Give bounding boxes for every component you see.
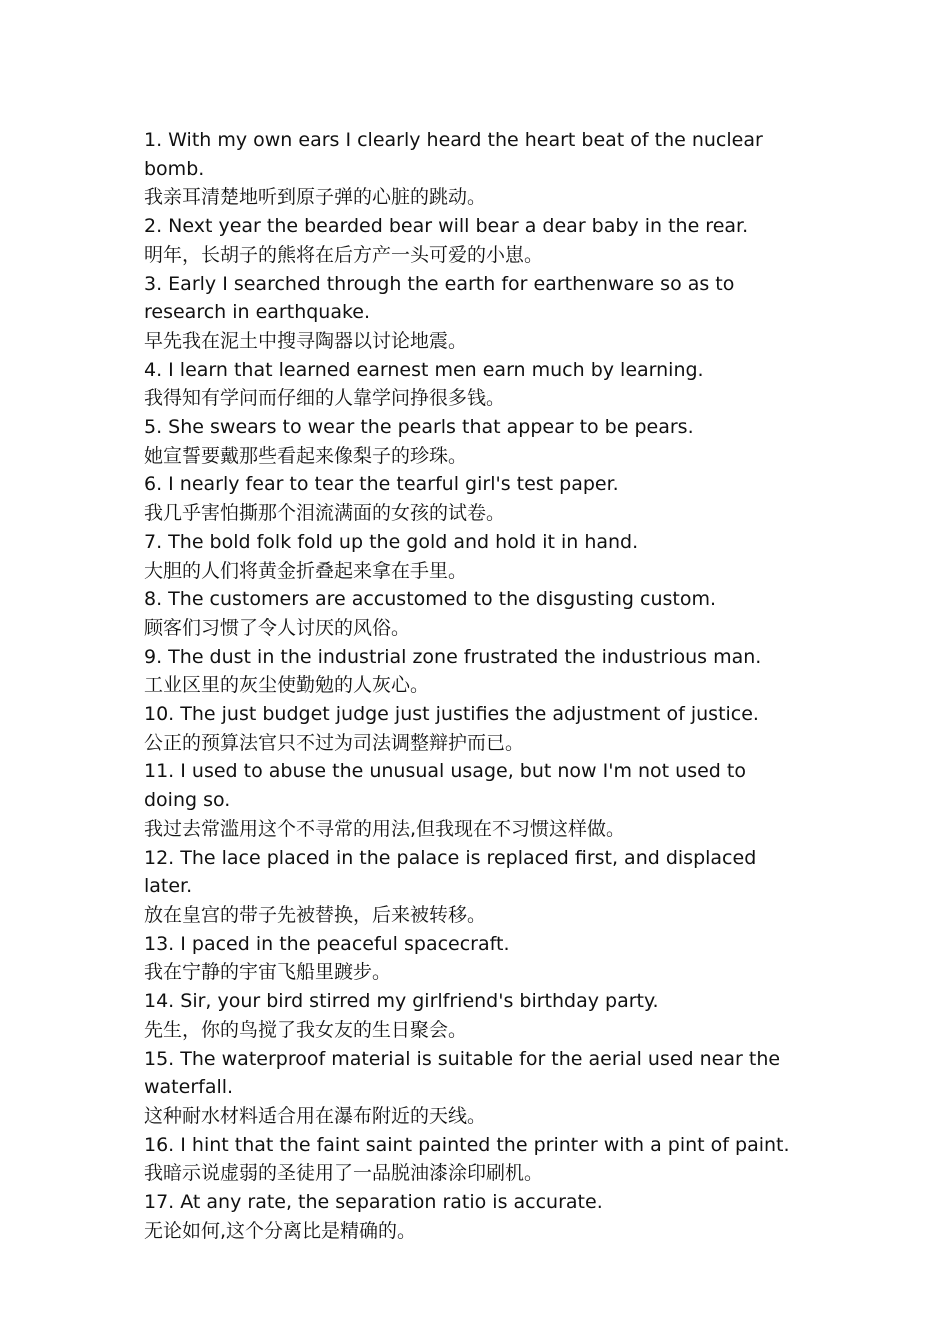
list-item bbox=[144, 987, 804, 1044]
chinese-translation: 工业区里的灰尘使勤勉的人灰心。 bbox=[144, 674, 430, 697]
list-item bbox=[144, 212, 804, 269]
list-item bbox=[144, 757, 804, 843]
english-sentence: 1. With my own ears I clearly heard the heart beat of the nuclear bomb. bbox=[144, 129, 763, 180]
list-item bbox=[144, 470, 804, 527]
list-item bbox=[144, 1045, 804, 1131]
list-item bbox=[144, 844, 804, 930]
chinese-translation: 我暗示说虚弱的圣徒用了一品脱油漆涂印刷机。 bbox=[144, 1162, 544, 1185]
list-item bbox=[144, 585, 804, 642]
chinese-translation: 大胆的人们将黄金折叠起来拿在手里。 bbox=[144, 559, 468, 582]
chinese-translation: 无论如何,这个分离比是精确的。 bbox=[144, 1219, 417, 1242]
english-sentence: 12. The lace placed in the palace is replaced first, and displaced later. bbox=[144, 846, 757, 898]
english-sentence: 17. At any rate, the separation ratio is accurate. bbox=[144, 1191, 603, 1214]
chinese-translation: 公正的预算法官只不过为司法调整辩护而已。 bbox=[144, 731, 525, 754]
english-sentence: 3. Early I searched through the earth for earthenware so as to research in earthquake. bbox=[144, 272, 735, 324]
chinese-translation: 顾客们习惯了令人讨厌的风俗。 bbox=[144, 616, 411, 639]
english-sentence: 7. The bold folk fold up the gold and hold it in hand. bbox=[144, 530, 639, 553]
list-item bbox=[144, 1131, 804, 1188]
list-item bbox=[144, 356, 804, 413]
chinese-translation: 我几乎害怕撕那个泪流满面的女孩的试卷。 bbox=[144, 502, 506, 525]
list-item bbox=[144, 1188, 804, 1245]
list-item bbox=[144, 643, 804, 700]
english-sentence: 4. I learn that learned earnest men earn much by learning. bbox=[144, 358, 704, 381]
list-item bbox=[144, 413, 804, 470]
english-sentence: 6. I nearly fear to tear the tearful girl's test paper. bbox=[144, 473, 619, 496]
sentence-list bbox=[144, 126, 804, 1245]
chinese-translation: 这种耐水材料适合用在瀑布附近的天线。 bbox=[144, 1104, 487, 1127]
english-sentence: 5. She swears to wear the pearls that appear to be pears. bbox=[144, 416, 694, 439]
chinese-translation: 我得知有学问而仔细的人靠学问挣很多钱。 bbox=[144, 387, 506, 410]
list-item bbox=[144, 930, 804, 987]
chinese-translation: 她宣誓要戴那些看起来像梨子的珍珠。 bbox=[144, 444, 468, 467]
list-item bbox=[144, 126, 804, 212]
chinese-translation: 早先我在泥土中搜寻陶器以讨论地震。 bbox=[144, 329, 468, 352]
chinese-translation: 我过去常滥用这个不寻常的用法,但我现在不习惯这样做。 bbox=[144, 817, 626, 840]
chinese-translation: 放在皇宫的带子先被替换，后来被转移。 bbox=[144, 903, 487, 926]
english-sentence: 2. Next year the bearded bear will bear a dear baby in the rear. bbox=[144, 215, 749, 238]
english-sentence: 15. The waterproof material is suitable for the aerial used near the waterfall. bbox=[144, 1047, 781, 1099]
english-sentence: 14. Sir, your bird stirred my girlfriend's birthday party. bbox=[144, 990, 659, 1013]
list-item bbox=[144, 528, 804, 585]
english-sentence: 11. I used to abuse the unusual usage, but now I'm not used to doing so. bbox=[144, 760, 746, 812]
english-sentence: 8. The customers are accustomed to the disgusting custom. bbox=[144, 588, 717, 611]
list-item bbox=[144, 700, 804, 757]
chinese-translation: 明年，长胡子的熊将在后方产一头可爱的小崽。 bbox=[144, 243, 544, 266]
english-sentence: 9. The dust in the industrial zone frustrated the industrious man. bbox=[144, 645, 762, 668]
chinese-translation: 我在宁静的宇宙飞船里踱步。 bbox=[144, 961, 392, 984]
chinese-translation: 我亲耳清楚地听到原子弹的心脏的跳动。 bbox=[144, 186, 487, 209]
list-item bbox=[144, 270, 804, 356]
english-sentence: 13. I paced in the peaceful spacecraft. bbox=[144, 932, 510, 955]
chinese-translation: 先生，你的鸟搅了我女友的生日聚会。 bbox=[144, 1018, 468, 1041]
english-sentence: 10. The just budget judge just justifies the adjustment of justice. bbox=[144, 703, 759, 726]
english-sentence: 16. I hint that the faint saint painted the printer with a pint of paint. bbox=[144, 1133, 790, 1156]
